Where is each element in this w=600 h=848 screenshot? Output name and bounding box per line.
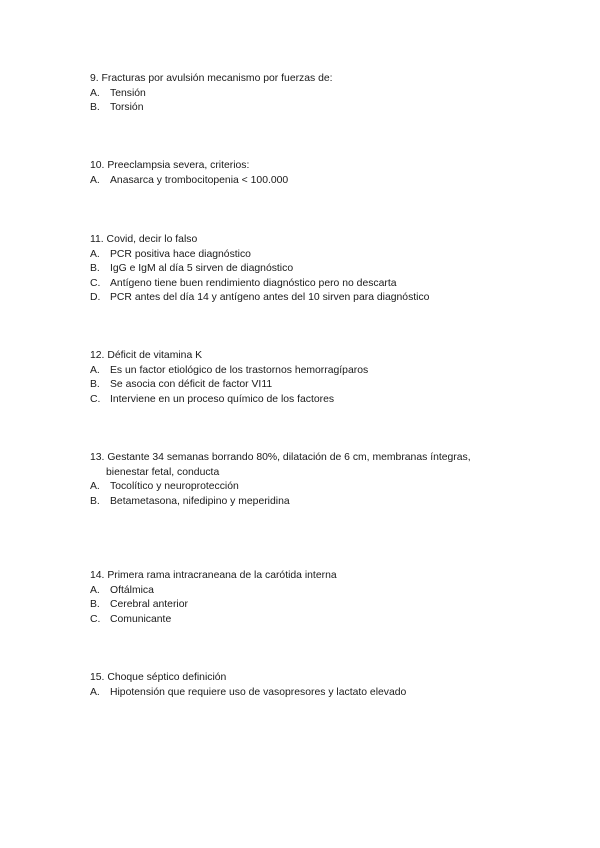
answer-option [90,480,530,495]
option-text: Comunicante [110,613,172,625]
option-text: Anasarca y trombocitopenia < 100.000 [110,174,289,186]
answer-option [90,174,530,189]
option-text: Cerebral anterior [110,599,188,611]
answer-option [90,613,530,628]
question-stem-continuation: bienestar fetal, conducta [106,466,220,478]
question-11 [90,233,530,306]
option-text: Interviene en un proceso químico de los factores [110,393,335,405]
option-text: Tensión [110,87,146,99]
option-letter: B. [90,495,100,507]
question-15 [90,671,530,700]
option-text: Hipotensión que requiere uso de vasopresores y lactato elevado [110,686,407,698]
option-text: Oftálmica [110,584,154,596]
option-text: Antígeno tiene buen rendimiento diagnóstico pero no descarta [110,277,397,289]
question-13 [90,451,530,509]
option-letter: A. [90,686,100,698]
option-text: Se asocia con déficit de factor VI11 [110,379,273,391]
option-letter: C. [90,393,101,405]
option-letter: A. [90,174,100,186]
question-stem: 9. Fracturas por avulsión mecanismo por fuerzas de: [90,73,333,84]
option-text: Torsión [110,102,144,114]
question-stem: 15. Choque séptico definición [90,672,227,683]
option-letter: A. [90,481,100,493]
question-stem: 10. Preeclampsia severa, criterios: [90,160,250,171]
question-stem: 11. Covid, decir lo falso [90,234,198,245]
answer-option [90,248,530,263]
option-letter: C. [90,277,101,289]
question-12 [90,349,530,407]
question-stem: 14. Primera rama intracraneana de la carótida interna [90,570,337,581]
option-letter: B. [90,599,100,611]
answer-option [90,393,530,408]
answer-option [90,277,530,292]
option-letter: A. [90,87,100,99]
option-text: Es un factor etiológico de los trastornos hemorragíparos [110,364,369,376]
option-letter: B. [90,379,100,391]
option-letter: C. [90,613,101,625]
answer-option [90,598,530,613]
option-letter: A. [90,364,100,376]
question-9 [90,72,530,116]
option-text: Tocolítico y neuroprotección [110,481,239,493]
option-letter: D. [90,292,101,304]
option-text: PCR positiva hace diagnóstico [110,248,251,260]
answer-option [90,378,530,393]
answer-option [90,584,530,599]
question-14 [90,569,530,627]
answer-option [90,364,530,379]
question-stem: 12. Déficit de vitamina K [90,350,203,361]
option-letter: B. [90,102,100,114]
answer-option [90,495,530,510]
question-10 [90,159,530,188]
option-text: IgG e IgM al día 5 sirven de diagnóstico [110,263,294,275]
option-letter: B. [90,263,100,275]
option-text: PCR antes del día 14 y antígeno antes del 10 sirven para diagnóstico [110,292,430,304]
option-letter: A. [90,584,100,596]
option-letter: A. [90,248,100,260]
answer-option [90,291,530,306]
answer-option [90,101,530,116]
answer-option [90,262,530,277]
answer-option [90,686,530,701]
option-text: Betametasona, nifedipino y meperidina [110,495,290,507]
answer-option [90,87,530,102]
question-stem: 13. Gestante 34 semanas borrando 80%, dilatación de 6 cm, membranas íntegras, [90,452,471,463]
